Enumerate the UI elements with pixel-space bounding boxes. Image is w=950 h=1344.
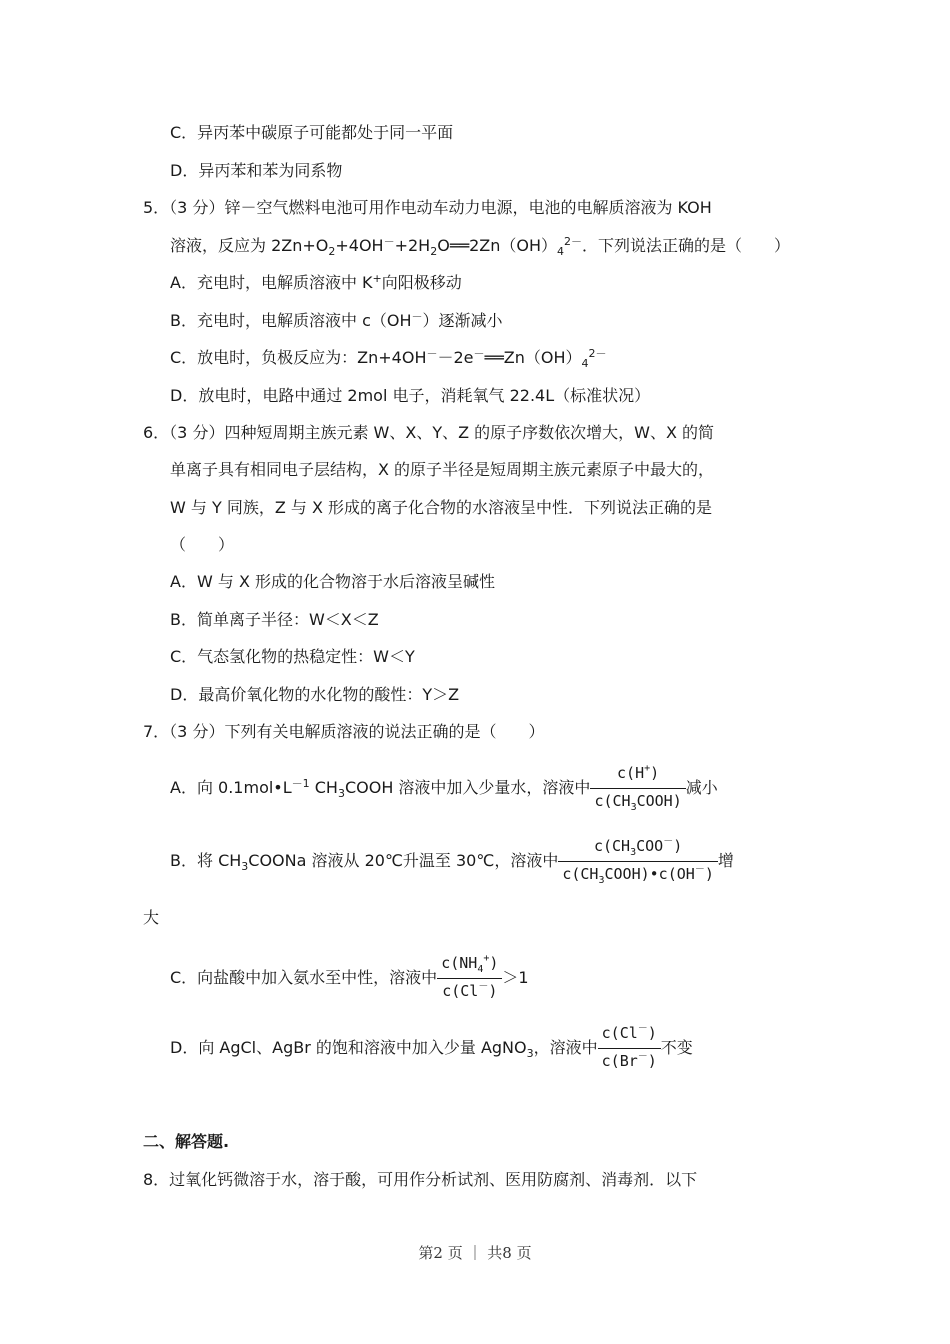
q6-stem-line3: W 与 Y 同族，Z 与 X 形成的离子化合物的水溶液呈中性．下列说法正确的是 bbox=[170, 498, 713, 517]
q7-d-fraction: $\frac{c(Cl^-)}{c(Br^-)}$ bbox=[598, 1023, 661, 1074]
q7-option-c: C．向盐酸中加入氨水至中性，溶液中 $\frac{c(NH_4^+)}{c(Cl^-)}$ ＞1 bbox=[170, 953, 529, 1004]
q7-option-b-wrap: 大 bbox=[143, 908, 160, 927]
q5-stem-line1: 5．（3 分）锌－空气燃料电池可用作电动车动力电源，电池的电解质溶液为 KOH bbox=[143, 198, 712, 217]
q7-a-fraction: $\frac{c(H^+)}{c(CH_3COOH)}$ bbox=[590, 763, 685, 814]
q7-b-fraction: $\frac{c(CH_3COO^-)}{c(CH_3COOH)•c(OH^-)}$ bbox=[558, 836, 718, 887]
q7-c-fraction: $\frac{c(NH_4^+)}{c(Cl^-)}$ bbox=[437, 953, 502, 1004]
q7-option-a: A．向 $0.1mol•L^{-1}$ $CH_3COOH$ 溶液中加入少量水，溶液中 $\frac{c(H^+)}{c(CH_3COOH)}$ 减小 bbox=[170, 763, 718, 813]
q6-option-c: C．气态氢化物的热稳定性：W＜Y bbox=[170, 647, 415, 666]
q7-stem: 7．（3 分）下列有关电解质溶液的说法正确的是（ ） bbox=[143, 722, 545, 741]
q8-stem: 8．过氧化钙微溶于水，溶于酸，可用作分析试剂、医用防腐剂、消毒剂．以下 bbox=[143, 1170, 698, 1189]
q4-option-c: C．异丙苯中碳原子可能都处于同一平面 bbox=[170, 123, 454, 142]
q5-option-b: B．充电时，电解质溶液中 c（OH－）逐渐减小 bbox=[170, 310, 503, 330]
q6-option-a: A．W 与 X 形成的化合物溶于水后溶液呈碱性 bbox=[170, 572, 495, 591]
q6-stem-line2: 单离子具有相同电子层结构，X 的原子半径是短周期主族元素原子中最大的， bbox=[170, 460, 715, 479]
q5-option-a: A．充电时，电解质溶液中 K+向阳极移动 bbox=[170, 272, 462, 292]
section-heading: 二、解答题. bbox=[143, 1132, 230, 1151]
q4-option-d: D．异丙苯和苯为同系物 bbox=[170, 161, 343, 180]
q5-option-c: C．放电时，负极反应为：$Zn+4OH^--2e^-══Zn(OH)_4^{2-}$ bbox=[170, 347, 607, 370]
q7-option-d: D．向 AgCl、AgBr 的饱和溶液中加入少量 AgNO$_3$，溶液中 $\frac{c(Cl^-)}{c(Br^-)}$ 不变 bbox=[170, 1023, 693, 1074]
q6-stem-line4: （ ） bbox=[170, 535, 235, 554]
q7-option-b: B．将 $CH_3COONa$ 溶液从 20℃升温至 30℃，溶液中 $\frac{c(CH_3COO^-)}{c(CH_3COOH)•c(OH^-)}$ 增 bbox=[170, 836, 734, 886]
q6-option-d: D．最高价氧化物的水化物的酸性：Y＞Z bbox=[170, 685, 460, 704]
q6-stem-line1: 6．（3 分）四种短周期主族元素 W、X、Y、Z 的原子序数依次增大，W、X 的简 bbox=[143, 423, 715, 442]
page-footer: 第2 页 ｜ 共8 页 bbox=[418, 1244, 532, 1262]
q5-stem-line2: 溶液，反应为 $2Zn+O_2+4OH^-+2H_2O══2Zn(OH)_4^{2-}$．下列说法正确的是（ ） bbox=[170, 235, 791, 258]
q6-option-b: B．简单离子半径：W＜X＜Z bbox=[170, 610, 379, 629]
q5-option-d: D．放电时，电路中通过 2mol 电子，消耗氧气 22.4L（标准状况） bbox=[170, 386, 651, 405]
